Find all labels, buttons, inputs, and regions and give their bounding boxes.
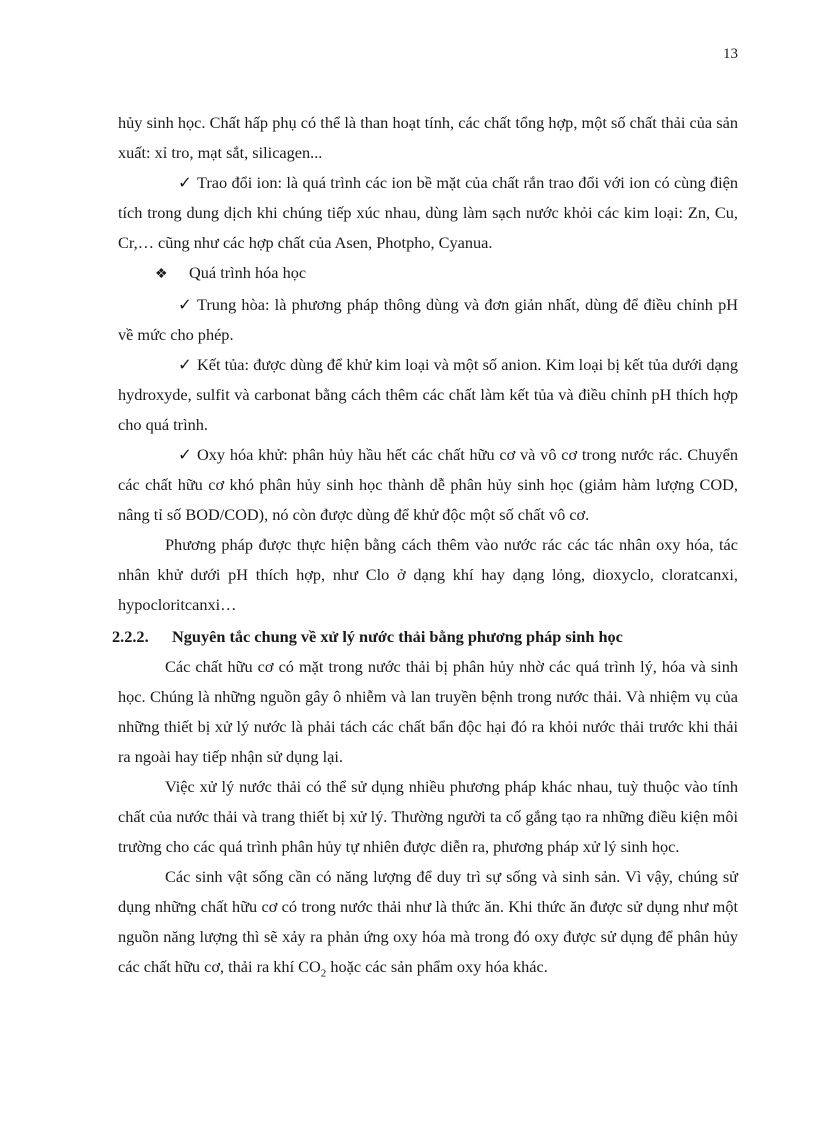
checkmark-icon: ✓ [178, 355, 192, 374]
organisms-text-a: Các sinh vật sống cần có năng lượng để duy trì sự sống và sinh sản. Vì vậy, chúng sử dụng những chất hữu cơ có trong nước thải như là thức ăn. Khi thức ăn được sử dụng như một nguồn năng lượng thì sẽ xảy ra phản ứng oxy hóa mà trong đó oxy được sử dụng để phân hủy các chất hữu cơ, thải ra khí CO [118, 867, 738, 976]
checkmark-icon: ✓ [178, 173, 192, 192]
organisms-text-b: hoặc các sản phẩm oxy hóa khác. [326, 957, 548, 976]
redox-text: Oxy hóa khử: phân hủy hầu hết các chất hữu cơ và vô cơ trong nước rác. Chuyển các chất hữu cơ khó phân hủy sinh học thành dễ phân hủy sinh học (giảm hàm lượng COD, nâng tỉ số BOD/COD), nó còn được dùng để khử độc một số chất vô cơ. [118, 445, 738, 524]
chemical-process-text: Quá trình hóa học [189, 263, 307, 282]
page-number: 13 [723, 46, 738, 62]
list-item-redox [118, 440, 738, 530]
neutralization-text: Trung hòa: là phương pháp thông dùng và đơn giản nhất, dùng để điều chỉnh pH về mức cho phép. [118, 295, 738, 344]
list-item-chemical-process [118, 258, 738, 290]
checkmark-icon: ✓ [178, 445, 192, 464]
paragraph-treatment-methods: Việc xử lý nước thải có thể sử dụng nhiều phương pháp khác nhau, tuỳ thuộc vào tính chất của nước thải và trang thiết bị xử lý. Thường người ta cố gắng tạo ra những điều kiện môi trường cho các quá trình phân hủy tự nhiên được diễn ra, phương pháp xử lý sinh học. [118, 777, 738, 856]
paragraph-organic-matter: Các chất hữu cơ có mặt trong nước thải bị phân hủy nhờ các quá trình lý, hóa và sinh học. Chúng là những nguồn gây ô nhiễm và lan truyền bệnh trong nước thải. Và nhiệm vụ của những thiết bị xử lý nước là phải tách các chất bẩn độc hại đó ra khỏi nước thải trước khi thải ra ngoài hay tiếp nhận sử dụng lại. [118, 657, 738, 766]
precipitation-text: Kết tủa: được dùng để khử kim loại và một số anion. Kim loại bị kết tủa dưới dạng hydroxyde, sulfit và carbonat bằng cách thêm các chất làm kết tủa và điều chỉnh pH thích hợp cho quá trình. [118, 355, 738, 434]
paragraph-method: Phương pháp được thực hiện bằng cách thêm vào nước rác các tác nhân oxy hóa, tác nhân khử dưới pH thích hợp, như Clo ở dạng khí hay dạng lỏng, dioxyclo, cloratcanxi, hypocloritcanxi… [118, 535, 738, 614]
page-content [112, 108, 738, 982]
section-number: 2.2.2. [112, 627, 149, 646]
section-title: Nguyên tắc chung về xử lý nước thải bằng phương pháp sinh học [172, 627, 623, 646]
paragraph-adsorbent: hủy sinh học. Chất hấp phụ có thể là than hoạt tính, các chất tổng hợp, một số chất thải của sản xuất: xỉ tro, mạt sắt, silicagen... [118, 113, 738, 162]
list-item-precipitation [118, 350, 738, 440]
checkmark-icon: ✓ [178, 295, 192, 314]
list-item-neutralization [118, 290, 738, 350]
co2-subscript: 2 [320, 967, 327, 980]
diamond-bullet-icon: ❖ [155, 267, 168, 282]
paragraph-organisms [118, 862, 738, 982]
section-heading [112, 622, 738, 652]
list-item-ion-exchange [118, 168, 738, 258]
ion-exchange-text: Trao đổi ion: là quá trình các ion bề mặt của chất rắn trao đổi với ion có cùng điện tích trong dung dịch khi chúng tiếp xúc nhau, dùng làm sạch nước khỏi các kim loại: Zn, Cu, Cr,… cũng như các hợp chất của Asen, Photpho, Cyanua. [118, 173, 738, 252]
